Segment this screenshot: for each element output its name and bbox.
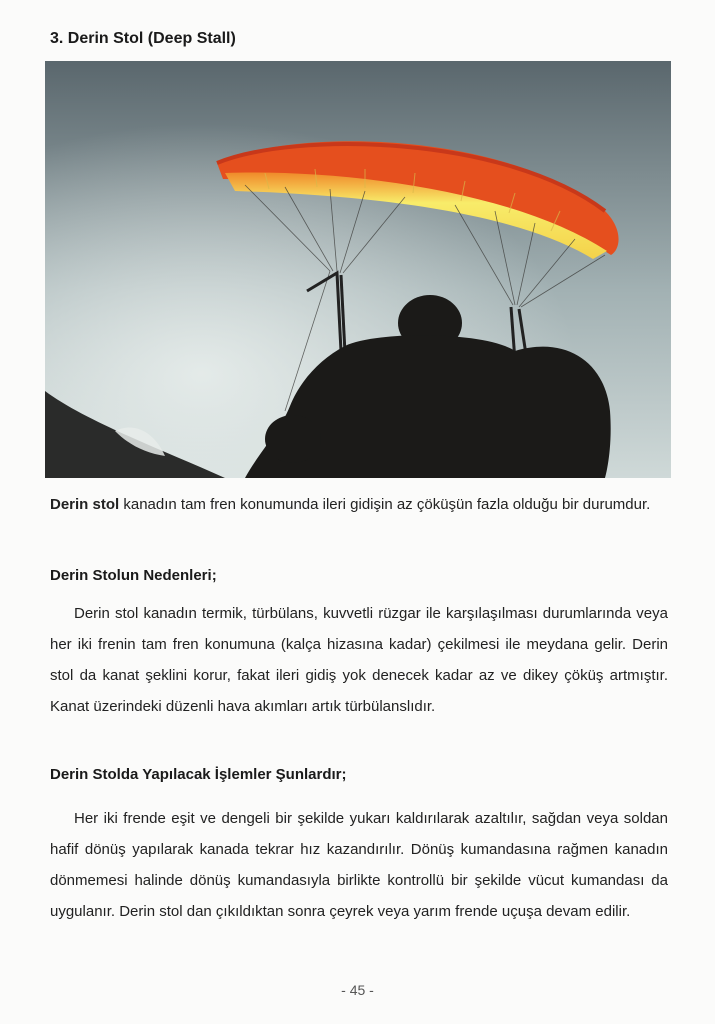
causes-paragraph: Derin stol kanadın termik, türbülans, kuvvetli rüzgar ile karşılaşılması durumlarında veya her iki frenin tam fren konumuna (kalça hizasına kadar) çekilmesi ile meydana gelir. Derin stol da kanat şeklini korur, fakat ileri gidiş yok denecek kadar az ve dikey çöküş artmıştır. Kanat üzerindeki düzenli hava akımları artık türbülanslıdır.: [50, 605, 668, 715]
actions-paragraph: Her iki frende eşit ve dengeli bir şekilde yukarı kaldırılarak azaltılır, sağdan veya soldan hafif dönüş yapılarak kanada tekrar hız kazandırılır. Dönüş kumandasına rağmen kanadın dönmemesi halinde dönüş kumandasıyla birlikte kontrollü bir şekilde vücut kumandası da uygulanır. Derin stol dan çıkıldıktan sonra çeyrek veya yarım frende uçuşa devam edilir.: [50, 810, 668, 920]
section-title: 3. Derin Stol (Deep Stall): [50, 30, 236, 47]
intro-paragraph: [50, 489, 668, 520]
intro-term: Derin stol: [50, 496, 120, 513]
intro-text: kanadın tam fren konumunda ileri gidişin az çöküşün fazla olduğu bir durumdur.: [119, 496, 651, 513]
causes-heading: Derin Stolun Nedenleri;: [50, 567, 217, 584]
actions-heading: Derin Stolda Yapılacak İşlemler Şunlardır;: [50, 766, 347, 783]
paraglider-photo: [45, 61, 671, 478]
page-number: - 45 -: [341, 982, 374, 998]
